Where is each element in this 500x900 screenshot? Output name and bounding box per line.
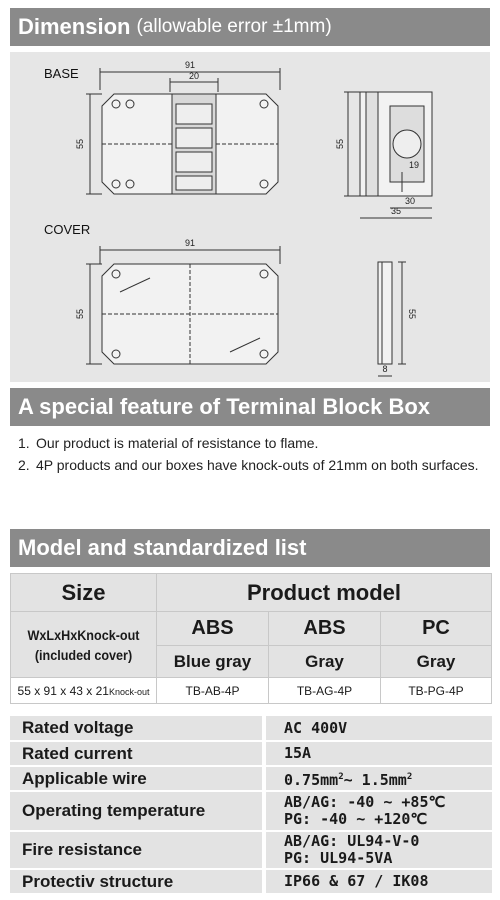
spec-value: 15A [264, 741, 492, 766]
model-tb-ag-4p: TB-AG-4P [269, 678, 381, 704]
wire-min: 0.75mm [284, 770, 339, 789]
feature-item-number: 2. [18, 457, 30, 473]
material-pc-gray: PC [381, 612, 492, 646]
feature-list [18, 432, 488, 476]
dimension-drawing-panel [10, 52, 490, 382]
spec-key: Protectiv structure [10, 869, 264, 894]
spec-value [264, 791, 492, 831]
dimension-subtitle: (allowable error ±1mm) [136, 16, 332, 37]
spec-key: Fire resistance [10, 831, 264, 869]
spec-row-protective-structure [10, 869, 492, 894]
feature-item-1 [18, 432, 488, 454]
cover-label: COVER [44, 222, 91, 237]
cover-front-view [86, 246, 280, 364]
spec-value: AC 400V [264, 716, 492, 741]
product-model-header: Product model [157, 574, 492, 612]
side-30-dim: 30 [404, 196, 416, 206]
material-abs-blue: ABS [157, 612, 269, 646]
spec-row-rated-voltage [10, 716, 492, 741]
cover-side-8-dim: 8 [382, 364, 388, 374]
spec-value: IP66 & 67 / IK08 [264, 869, 492, 894]
spec-value-line1: AB/AG: UL94-V-0 [284, 832, 420, 850]
model-section-header [10, 529, 490, 567]
color-gray: Gray [269, 646, 381, 678]
color-gray-pc: Gray [381, 646, 492, 678]
spec-row-fire-resistance [10, 831, 492, 869]
wire-max: ~ 1.5mm [343, 770, 407, 789]
base-inner-dim: 20 [188, 71, 200, 81]
spec-value-line2: PG: -40 ~ +120℃ [284, 810, 428, 828]
dimension-section-header [10, 8, 490, 46]
model-title: Model and standardized list [18, 535, 307, 560]
model-table [10, 573, 492, 704]
base-front-view [86, 68, 280, 194]
cover-side-height-dim: 55 [407, 308, 417, 320]
cover-width-dim: 91 [184, 238, 196, 248]
wire-min-sup: 2 [338, 771, 344, 782]
base-label: BASE [44, 66, 79, 81]
spec-value [264, 831, 492, 869]
side-19-dim: 19 [408, 160, 420, 170]
size-description-line1: WxLxHxKnock-out [27, 626, 140, 643]
base-height-dim: 55 [75, 138, 85, 150]
side-35-dim: 35 [390, 206, 402, 216]
spec-value-line2: PG: UL94-5VA [284, 849, 393, 867]
feature-section-header [10, 388, 490, 426]
size-value-text: 55 x 91 x 43 x 21 [17, 683, 109, 698]
wire-max-sup: 2 [406, 771, 413, 782]
base-side-view [344, 92, 432, 218]
spec-key: Applicable wire [10, 766, 264, 791]
spec-row-operating-temperature [10, 791, 492, 831]
feature-item-number: 1. [18, 435, 30, 451]
cover-height-dim: 55 [75, 308, 85, 320]
base-width-dim: 91 [184, 60, 196, 70]
spec-key: Operating temperature [10, 791, 264, 831]
dimension-drawing [10, 52, 490, 382]
model-tb-ab-4p: TB-AB-4P [157, 678, 269, 704]
feature-item-text: 4P products and our boxes have knock-outs of 21mm on both surfaces. [36, 457, 479, 473]
spec-key: Rated voltage [10, 716, 264, 741]
size-description [11, 612, 157, 678]
feature-title: A special feature of Terminal Block Box [18, 394, 431, 419]
feature-item-text: Our product is material of resistance to flame. [36, 435, 319, 451]
cover-side-view [378, 262, 406, 376]
spec-row-rated-current [10, 741, 492, 766]
size-value-suffix: Knock-out [108, 686, 150, 697]
spec-value-line1: AB/AG: -40 ~ +85℃ [284, 793, 446, 811]
size-value [11, 678, 157, 704]
size-header: Size [11, 574, 157, 612]
spec-value [264, 766, 492, 791]
color-blue-gray: Blue gray [157, 646, 269, 678]
dimension-title: Dimension [18, 14, 131, 39]
spec-table [10, 716, 492, 895]
size-description-line2: (included cover) [34, 646, 133, 663]
side-height-dim: 55 [335, 138, 345, 150]
material-abs-gray: ABS [269, 612, 381, 646]
feature-item-2 [18, 454, 488, 476]
spec-key: Rated current [10, 741, 264, 766]
spec-row-applicable-wire [10, 766, 492, 791]
model-tb-pg-4p: TB-PG-4P [381, 678, 492, 704]
